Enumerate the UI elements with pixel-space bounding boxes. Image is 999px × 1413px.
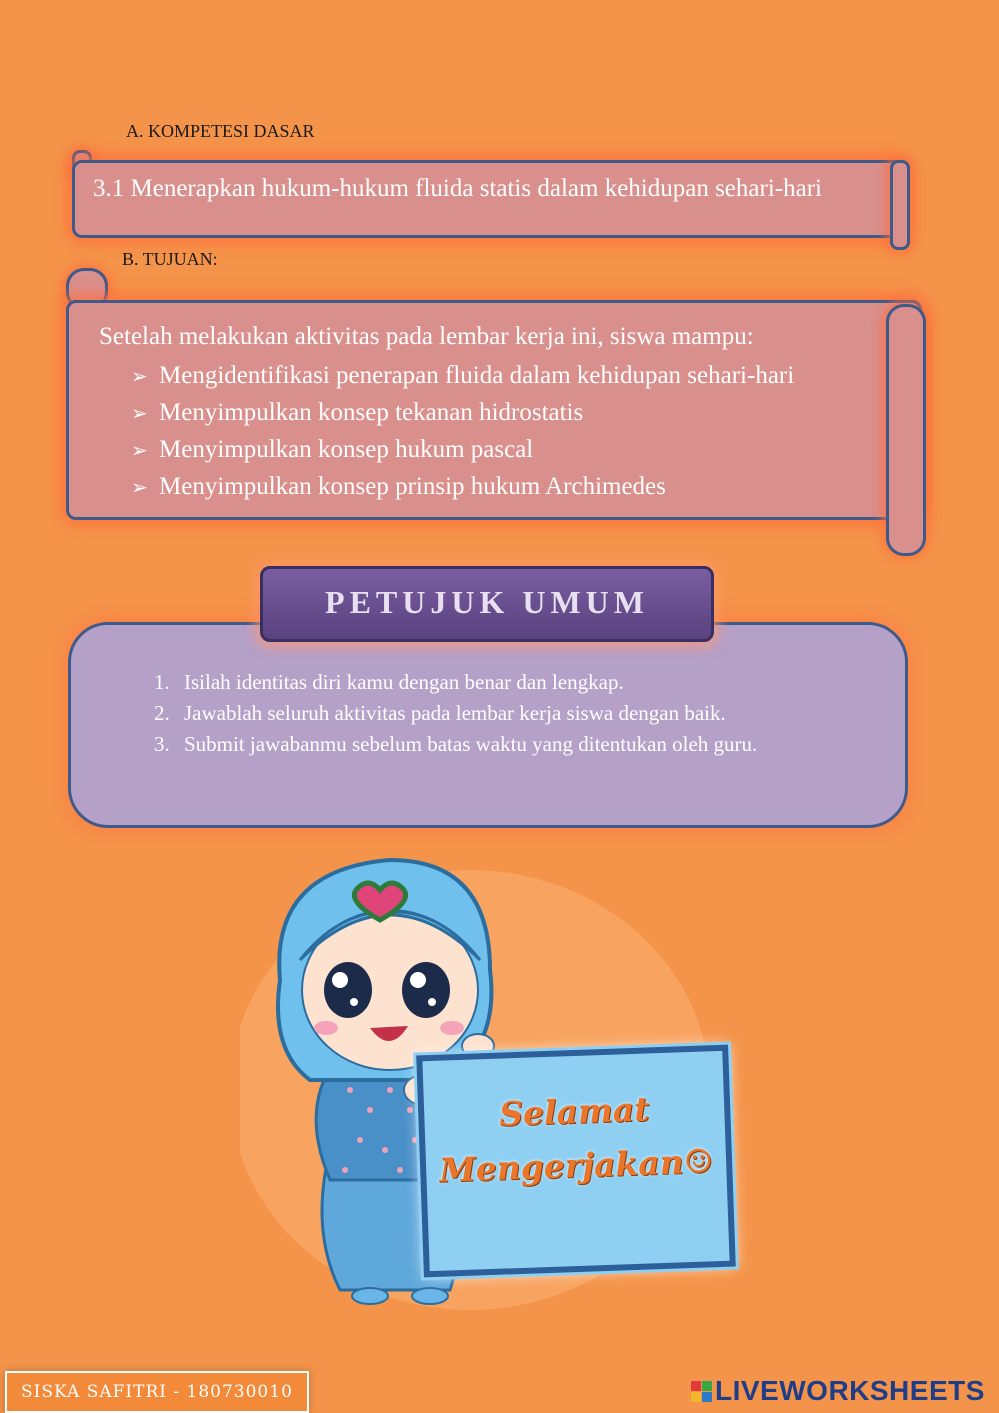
author-badge: SISKA SAFITRI - 180730010 — [5, 1371, 309, 1413]
petunjuk-item: 3. Submit jawabanmu sebelum batas waktu yang ditentukan oleh guru. — [154, 732, 758, 756]
tujuan-item: ➢ Menyimpulkan konsep prinsip hukum Archimedes — [131, 469, 794, 506]
tujuan-list — [131, 358, 794, 506]
tujuan-item: ➢ Menyimpulkan konsep tekanan hidrostatis — [131, 395, 794, 432]
tujuan-scroll — [66, 300, 922, 520]
section-a-label: A. KOMPETESI DASAR — [126, 121, 315, 141]
arrowhead-bullet-icon: ➢ — [131, 366, 148, 388]
petunjuk-list — [154, 667, 757, 760]
tujuan-item: ➢ Menyimpulkan konsep hukum pascal — [131, 432, 794, 469]
arrowhead-bullet-icon: ➢ — [131, 477, 148, 499]
kompetensi-text: 3.1 Menerapkan hukum-hukum fluida statis dalam kehidupan sehari-hari — [93, 175, 822, 202]
sign-line-2: Mengerjakan☺ — [438, 1141, 714, 1190]
greeting-sign — [416, 1045, 736, 1278]
liveworksheets-logo-icon — [691, 1381, 712, 1402]
petunjuk-item: 1. Isilah identitas diri kamu dengan benar dan lengkap. — [154, 670, 624, 694]
arrowhead-bullet-icon: ➢ — [131, 440, 148, 462]
sign-line-1: Selamat — [498, 1089, 651, 1134]
tujuan-item: ➢ Mengidentifikasi penerapan fluida dalam kehidupan sehari-hari — [131, 358, 794, 395]
arrowhead-bullet-icon: ➢ — [131, 403, 148, 425]
section-b-label: B. TUJUAN: — [122, 249, 218, 269]
tujuan-intro: Setelah melakukan aktivitas pada lembar kerja ini, siswa mampu: — [99, 323, 754, 350]
kompetensi-scroll — [72, 160, 904, 238]
petunjuk-title: PETUJUK UMUM — [260, 566, 714, 642]
liveworksheets-brand[interactable] — [691, 1375, 985, 1407]
petunjuk-item: 2. Jawablah seluruh aktivitas pada lembar kerja siswa dengan baik. — [154, 701, 726, 725]
tujuan-scroll-curl-right — [886, 304, 926, 556]
petunjuk-box — [68, 622, 908, 828]
brand-text: LIVEWORKSHEETS — [715, 1375, 985, 1406]
hijab-girl-holding-sign-icon — [240, 850, 740, 1310]
scroll-curl-right — [890, 160, 910, 250]
